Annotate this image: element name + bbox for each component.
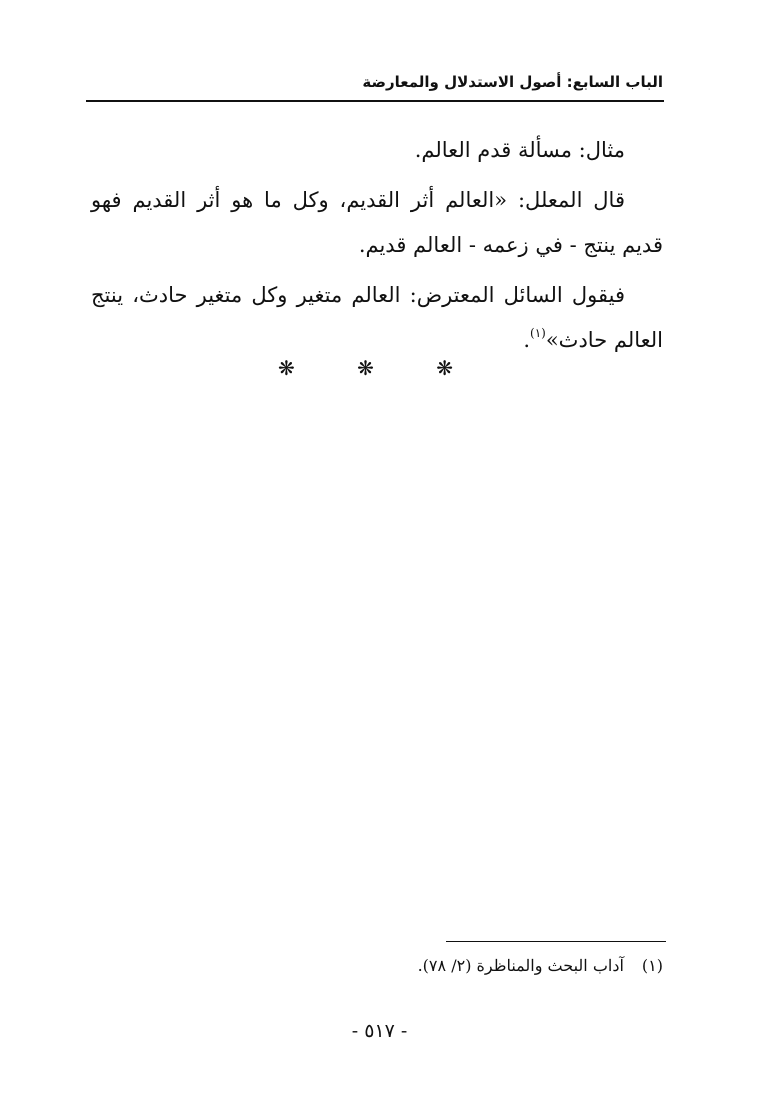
paragraph-text: فيقول السائل المعترض: العالم متغير وكل متغير حادث، ينتج العالم حادث» bbox=[91, 283, 663, 352]
footnote-reference[interactable]: (١) bbox=[530, 326, 546, 340]
footnote-number: (١) bbox=[641, 956, 663, 975]
paragraph bbox=[91, 273, 663, 363]
running-head: الباب السابع: أصول الاستدلال والمعارضة bbox=[362, 73, 663, 91]
page-number: - ٥١٧ - bbox=[351, 1020, 408, 1042]
paragraph-text: قال المعلل: «العالم أثر القديم، وكل ما هو أثر القديم فهو قديم ينتج - في زعمه - العالم قديم. bbox=[91, 188, 663, 257]
body-text bbox=[91, 128, 663, 368]
header-rule bbox=[86, 100, 664, 102]
footnote-text: آداب البحث والمناظرة (٢/ ٧٨). bbox=[417, 956, 624, 975]
footnote bbox=[91, 954, 663, 978]
footnote-rule bbox=[446, 941, 666, 942]
paragraph-text: مثال: مسألة قدم العالم. bbox=[414, 138, 625, 162]
section-divider-asterisks: ❋ ❋ ❋ bbox=[278, 356, 481, 380]
paragraph bbox=[91, 178, 663, 268]
paragraph-tail: . bbox=[523, 328, 530, 352]
paragraph bbox=[91, 128, 663, 173]
